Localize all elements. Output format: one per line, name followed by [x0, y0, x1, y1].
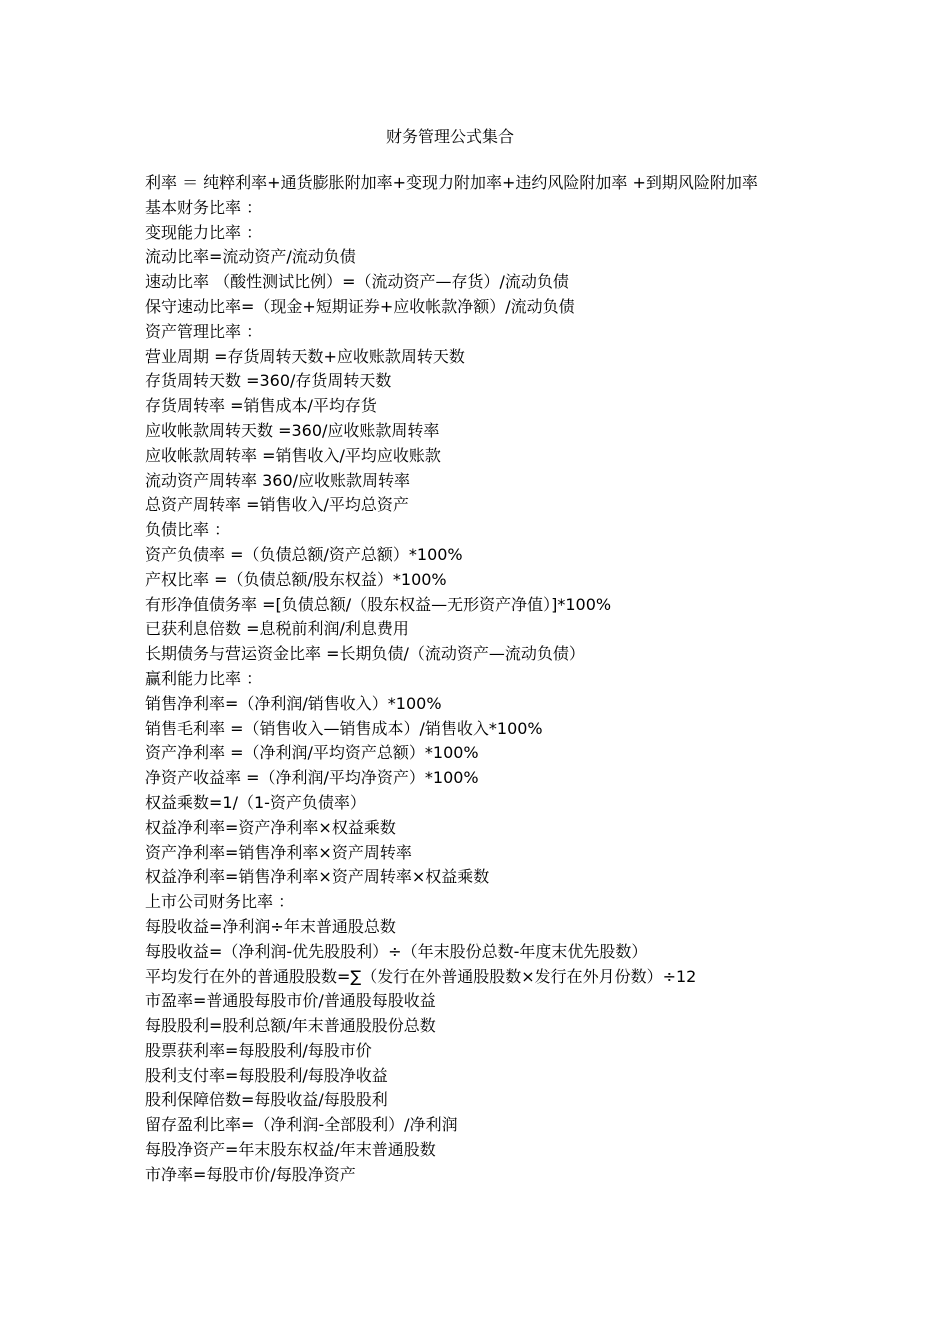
- formula-line: 应收帐款周转率 =销售收入/平均应收账款: [145, 445, 441, 465]
- section-heading: 上市公司财务比率 ：: [145, 892, 295, 912]
- formula-line: 留存盈利比率=（净利润-全部股利）/净利润: [145, 1115, 458, 1135]
- formula-line: 每股股利=股利总额/年末普通股股份总数: [145, 1016, 436, 1036]
- section-heading: 基本财务比率 ：: [145, 197, 263, 217]
- formula-list: [145, 171, 805, 1188]
- formula-line: 应收帐款周转天数 =360/应收账款周转率: [145, 420, 440, 440]
- formula-line: 市净率=每股市价/每股净资产: [145, 1164, 356, 1184]
- formula-line: 销售净利率=（净利润/销售收入）*100%: [145, 693, 442, 713]
- section-heading: 负债比率 ：: [145, 520, 231, 540]
- formula-line: 产权比率 =（负债总额/股东权益）*100%: [145, 569, 447, 589]
- formula-line: 股利保障倍数=每股收益/每股股利: [145, 1090, 388, 1110]
- formula-line: 权益净利率=资产净利率×权益乘数: [145, 817, 396, 837]
- section-heading: 资产管理比率 ：: [145, 321, 263, 341]
- section-heading: 赢利能力比率 ：: [145, 668, 263, 688]
- formula-line: 股利支付率=每股股利/每股净收益: [145, 1065, 388, 1085]
- formula-line: 利率 ＝ 纯粹利率+通货膨胀附加率+变现力附加率+违约风险附加率 +到期风险附加率: [145, 173, 758, 192]
- formula-line: 平均发行在外的普通股股数=∑（发行在外普通股股数×发行在外月份数）÷12: [145, 966, 697, 986]
- formula-line: 每股收益=（净利润-优先股股利）÷（年末股份总数-年度末优先股数）: [145, 941, 648, 961]
- formula-line: 总资产周转率 =销售收入/平均总资产: [145, 495, 409, 515]
- formula-line: 营业周期 =存货周转天数+应收账款周转天数: [145, 346, 465, 366]
- formula-line: 已获利息倍数 =息税前利润/利息费用: [145, 619, 409, 639]
- formula-line: 股票获利率=每股股利/每股市价: [145, 1040, 372, 1060]
- document-title: 财务管理公式集合: [385, 127, 514, 146]
- formula-line: 每股收益=净利润÷年末普通股总数: [145, 916, 396, 936]
- formula-line: 存货周转天数 =360/存货周转天数: [145, 371, 392, 391]
- formula-line: 存货周转率 =销售成本/平均存货: [145, 396, 377, 416]
- formula-line: 长期债务与营运资金比率 =长期负债/（流动资产—流动负债）: [145, 644, 585, 664]
- formula-line: 权益净利率=销售净利率×资产周转率×权益乘数: [145, 867, 490, 887]
- formula-line: 保守速动比率=（现金+短期证券+应收帐款净额）/流动负债: [145, 296, 575, 316]
- section-heading: 变现能力比率 ：: [145, 222, 263, 242]
- formula-line: 资产净利率=销售净利率×资产周转率: [145, 842, 412, 862]
- formula-line: 每股净资产=年末股东权益/年末普通股数: [145, 1140, 436, 1160]
- formula-line: 销售毛利率 =（销售收入—销售成本）/销售收入*100%: [145, 718, 543, 738]
- formula-line: 净资产收益率 =（净利润/平均净资产）*100%: [145, 768, 479, 788]
- formula-line: 权益乘数=1/（1-资产负债率）: [145, 792, 366, 812]
- formula-line: 市盈率=普通股每股市价/普通股每股收益: [145, 991, 436, 1011]
- formula-line: 资产净利率 =（净利润/平均资产总额）*100%: [145, 743, 479, 763]
- formula-line: 流动资产周转率 360/应收账款周转率: [145, 470, 411, 490]
- formula-line: 速动比率 （酸性测试比例）=（流动资产—存货）/流动负债: [145, 272, 569, 292]
- formula-line: 流动比率=流动资产/流动负债: [145, 247, 356, 267]
- formula-line: 资产负债率 =（负债总额/资产总额）*100%: [145, 544, 463, 564]
- formula-line: 有形净值债务率 =[负债总额/（股东权益—无形资产净值）]*100%: [145, 594, 612, 614]
